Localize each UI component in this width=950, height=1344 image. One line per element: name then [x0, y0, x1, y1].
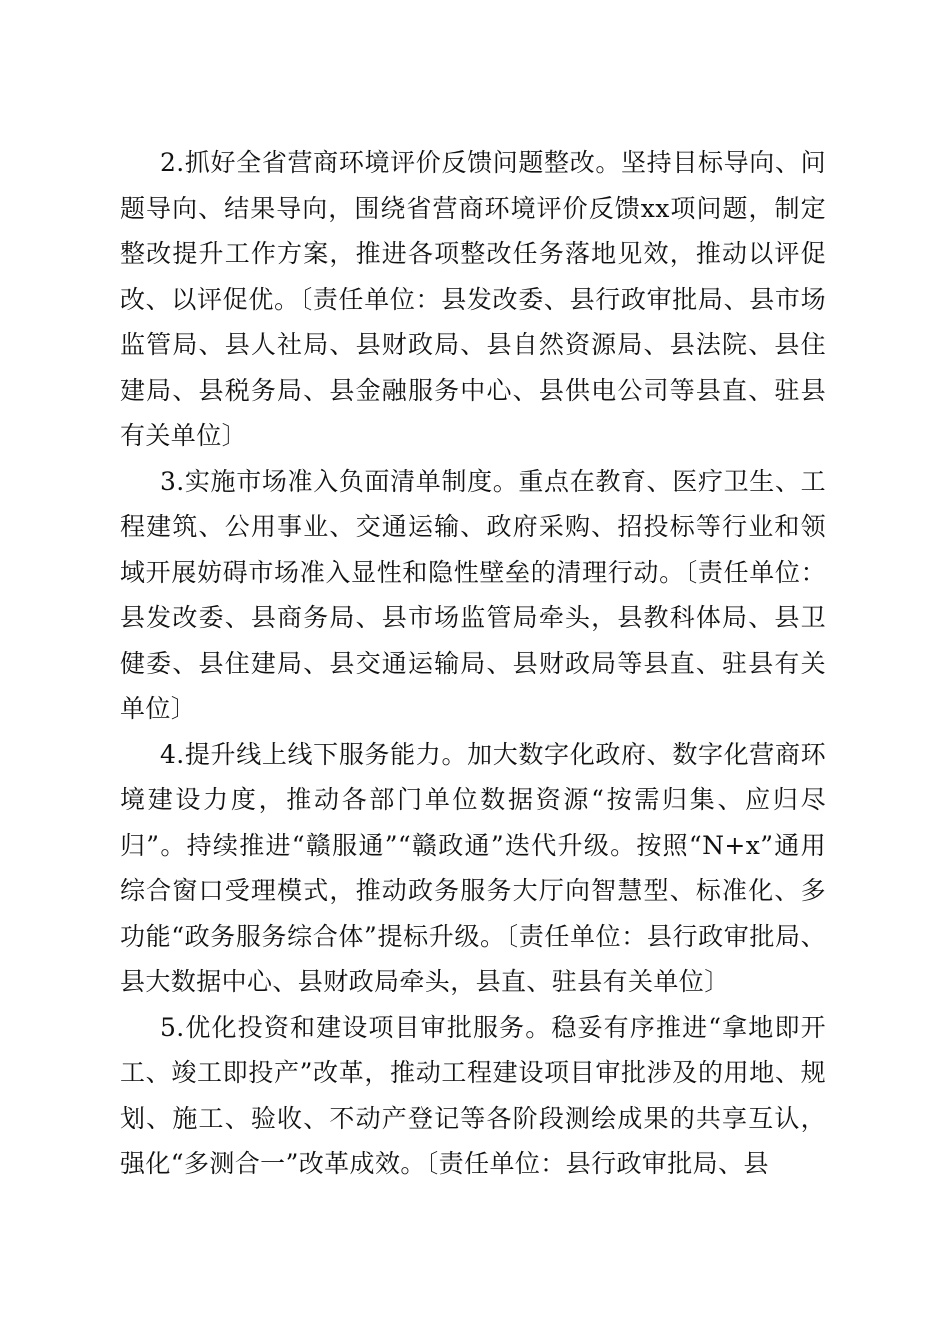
paragraph-item-5: 5.优化投资和建设项目审批服务。稳妥有序推进“拿地即开工、竣工即投产”改革，推动工程建设项目审批涉及的用地、规划、施工、验收、不动产登记等各阶段测绘成果的共享互认，强化“多测合一”改革成效。〔责任单位：县行政审批局、县 — [120, 1012, 826, 1178]
paragraph-item-4: 4.提升线上线下服务能力。加大数字化政府、数字化营商环境建设力度，推动各部门单位数据资源“按需归集、应归尽归”。持续推进“赣服通”“赣政通”迭代升级。按照“N+x”通用综合窗口受理模式，推动政务服务大厅向智慧型、标准化、多功能“政务服务综合体”提标升级。〔责任单位：县行政审批局、县大数据中心、县财政局牵头，县直、驻县有关单位〕 — [120, 739, 826, 996]
paragraph-item-2: 2.抓好全省营商环境评价反馈问题整改。坚持目标导向、问题导向、结果导向，围绕省营商环境评价反馈xx项问题，制定整改提升工作方案，推进各项整改任务落地见效，推动以评促改、以评促优。〔责任单位：县发改委、县行政审批局、县市场监管局、县人社局、县财政局、县自然资源局、县法院、县住建局、县税务局、县金融服务中心、县供电公司等县直、驻县有关单位〕 — [120, 148, 826, 450]
paragraph-item-3: 3.实施市场准入负面清单制度。重点在教育、医疗卫生、工程建筑、公用事业、交通运输、政府采购、招投标等行业和领域开展妨碍市场准入显性和隐性壁垒的清理行动。〔责任单位：县发改委、县商务局、县市场监管局牵头，县教科体局、县卫健委、县住建局、县交通运输局、县财政局等县直、驻县有关单位〕 — [120, 466, 826, 723]
document-body — [120, 140, 826, 1187]
